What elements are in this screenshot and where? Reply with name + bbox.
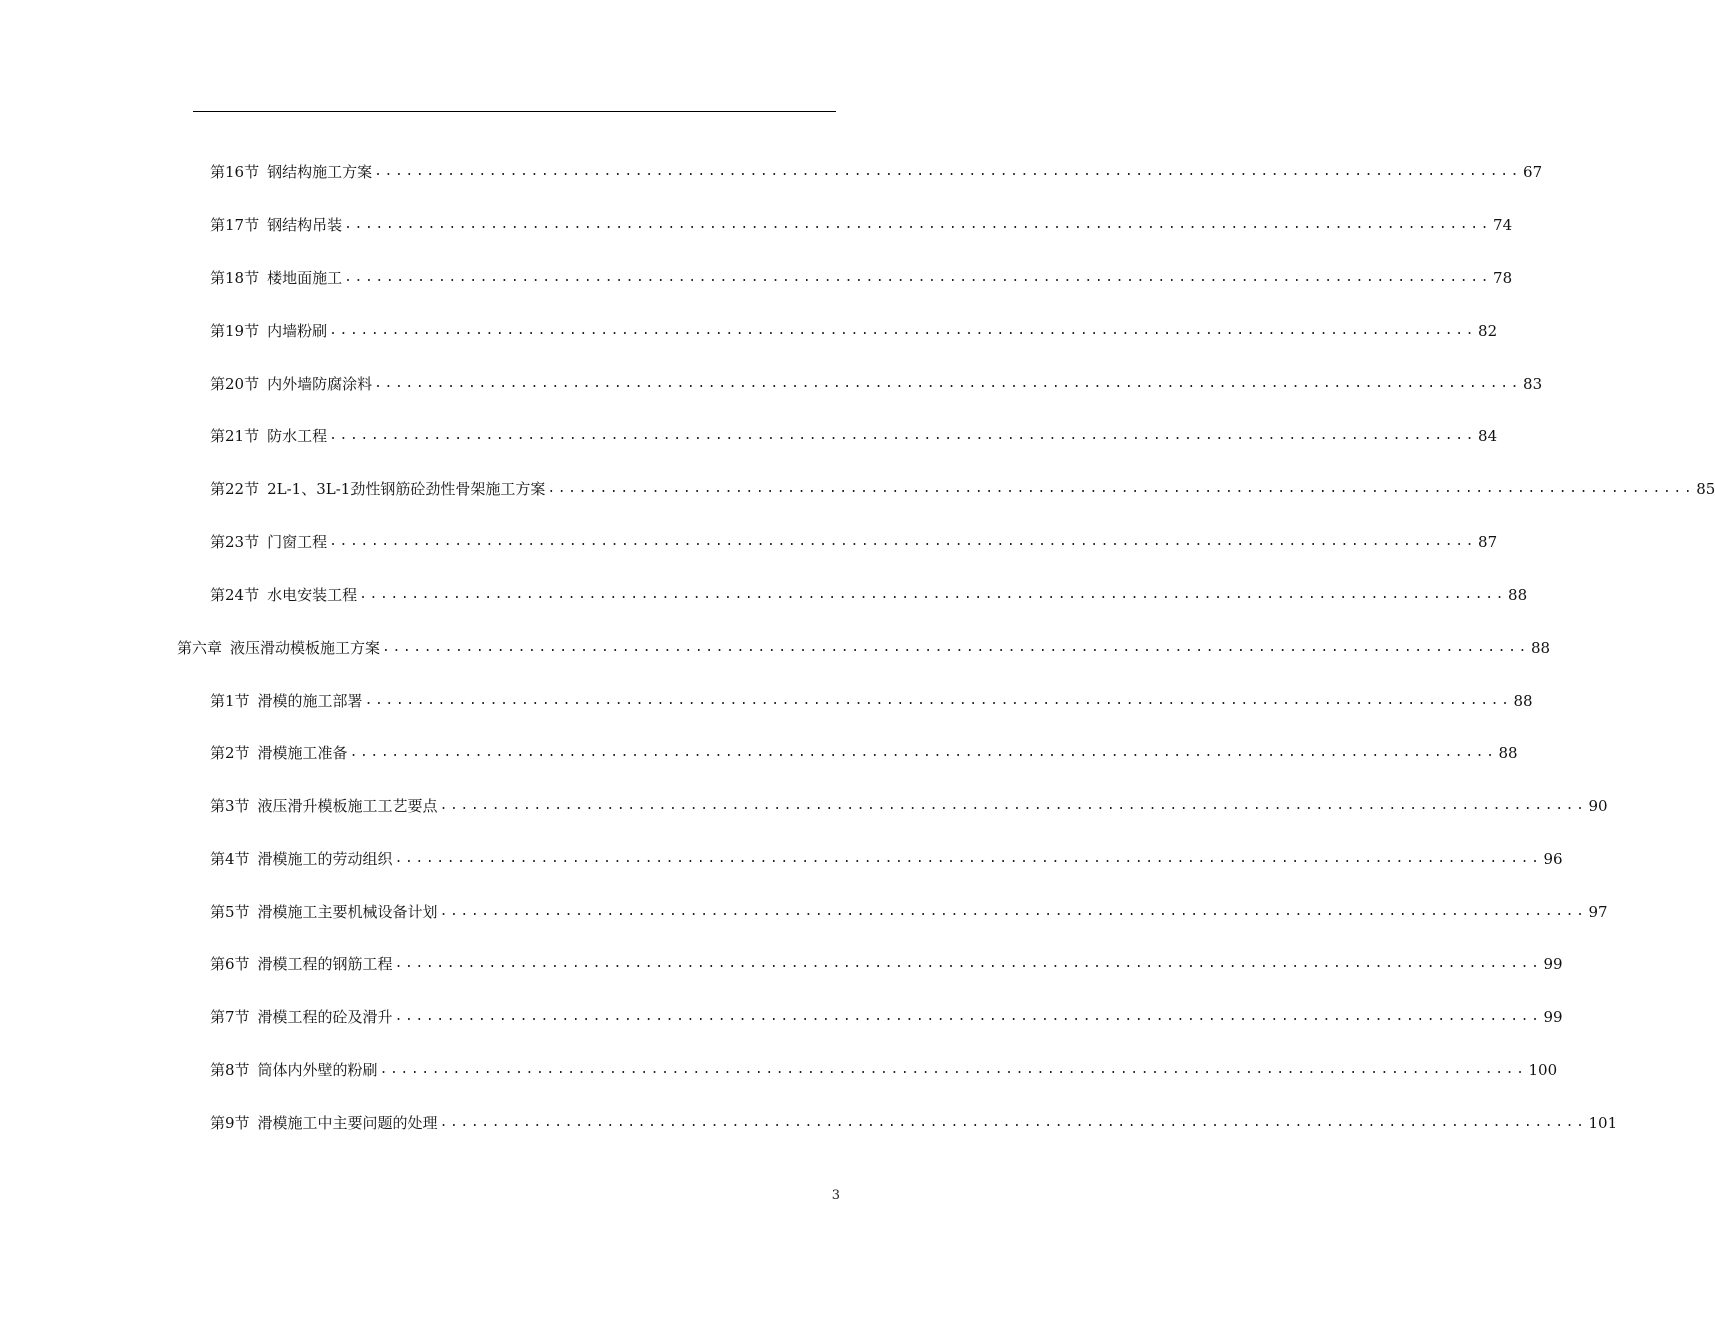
entry-number: 第1节: [210, 692, 250, 710]
entry-number: 第8节: [210, 1061, 250, 1079]
entry-number: 第21节: [210, 427, 260, 445]
entry-title: 防水工程: [267, 427, 328, 445]
leader-dots: ..............................................................................................................: [382, 640, 1529, 655]
toc-entry[interactable]: [210, 474, 1715, 498]
entry-number: 第3节: [210, 797, 250, 815]
entry-title: 钢结构施工方案: [267, 163, 373, 181]
entry-page: 88: [1530, 639, 1551, 657]
leader-dots: ..............................................................................................................: [439, 798, 1587, 813]
entry-page: 85: [1696, 480, 1715, 498]
entry-page: 100: [1528, 1061, 1558, 1079]
entry-title: 滑模施工准备: [257, 744, 348, 762]
entry-number: 第4节: [210, 850, 250, 868]
entry-title: 滑模工程的砼及滑升: [257, 1008, 393, 1026]
entry-title: 2L-1、3L-1劲性钢筋砼劲性骨架施工方案: [267, 480, 546, 498]
entry-page: 97: [1588, 903, 1608, 921]
toc-entry[interactable]: [210, 580, 1528, 604]
leader-dots: ..............................................................................................................: [374, 164, 1522, 179]
toc-entry[interactable]: [210, 1002, 1563, 1026]
entry-page: 82: [1478, 322, 1498, 340]
entry-title: 滑模施工主要机械设备计划: [257, 903, 438, 921]
toc-entry[interactable]: [210, 157, 1543, 181]
header-rule: [193, 111, 836, 112]
leader-dots: ..............................................................................................................: [547, 481, 1695, 496]
toc-entry[interactable]: [210, 1055, 1558, 1079]
leader-dots: ..............................................................................................................: [439, 1115, 1587, 1130]
leader-dots: ..............................................................................................................: [329, 428, 1477, 443]
entry-number: 第2节: [210, 744, 250, 762]
toc-entry[interactable]: [210, 316, 1498, 340]
page-number: 3: [831, 1188, 840, 1203]
entry-number: 第17节: [210, 216, 260, 234]
leader-dots: ..............................................................................................................: [359, 587, 1507, 602]
entry-number: 第7节: [210, 1008, 250, 1026]
entry-page: 88: [1498, 744, 1518, 762]
entry-title: 内外墙防腐涂料: [267, 375, 373, 393]
toc-entry[interactable]: [210, 421, 1498, 445]
entry-title: 滑模的施工部署: [257, 692, 363, 710]
entry-title: 楼地面施工: [267, 269, 343, 287]
leader-dots: ..............................................................................................................: [439, 904, 1587, 919]
entry-page: 83: [1523, 375, 1543, 393]
entry-page: 90: [1588, 797, 1608, 815]
entry-number: 第19节: [210, 322, 260, 340]
toc-entry[interactable]: [210, 949, 1563, 973]
toc-entry[interactable]: [210, 897, 1608, 921]
chapter-number: 第六章: [177, 639, 223, 657]
leader-dots: ..............................................................................................................: [349, 745, 1497, 760]
toc-entry[interactable]: [210, 1108, 1618, 1132]
chapter-title: 液压滑动模板施工方案: [230, 639, 381, 657]
leader-dots: ..............................................................................................................: [329, 323, 1477, 338]
entry-page: 99: [1543, 1008, 1563, 1026]
entry-number: 第22节: [210, 480, 260, 498]
toc-chapter-entry[interactable]: [177, 633, 1551, 657]
toc-entry[interactable]: [210, 527, 1498, 551]
entry-title: 滑模工程的钢筋工程: [257, 955, 393, 973]
entry-number: 第9节: [210, 1114, 250, 1132]
leader-dots: ..............................................................................................................: [394, 851, 1542, 866]
toc-entry[interactable]: [210, 686, 1533, 710]
leader-dots: ..............................................................................................................: [394, 956, 1542, 971]
entry-page: 87: [1478, 533, 1498, 551]
entry-page: 88: [1513, 692, 1533, 710]
toc-entry[interactable]: [210, 369, 1543, 393]
entry-number: 第18节: [210, 269, 260, 287]
leader-dots: ..............................................................................................................: [394, 1009, 1542, 1024]
leader-dots: ..............................................................................................................: [379, 1062, 1527, 1077]
entry-page: 67: [1523, 163, 1543, 181]
entry-page: 78: [1493, 269, 1513, 287]
leader-dots: ..............................................................................................................: [344, 270, 1492, 285]
entry-page: 99: [1543, 955, 1563, 973]
entry-title: 滑模施工中主要问题的处理: [257, 1114, 438, 1132]
toc-entry[interactable]: [210, 738, 1518, 762]
leader-dots: ..............................................................................................................: [329, 534, 1477, 549]
entry-number: 第24节: [210, 586, 260, 604]
toc-entry[interactable]: [210, 263, 1513, 287]
toc-entry[interactable]: [210, 791, 1608, 815]
toc-entry[interactable]: [210, 844, 1563, 868]
leader-dots: ..............................................................................................................: [374, 376, 1522, 391]
entry-page: 74: [1493, 216, 1513, 234]
entry-title: 钢结构吊装: [267, 216, 343, 234]
entry-number: 第20节: [210, 375, 260, 393]
entry-number: 第16节: [210, 163, 260, 181]
entry-number: 第6节: [210, 955, 250, 973]
entry-page: 88: [1508, 586, 1528, 604]
entry-page: 84: [1478, 427, 1498, 445]
entry-title: 门窗工程: [267, 533, 328, 551]
toc-entry[interactable]: [210, 210, 1513, 234]
entry-title: 内墙粉刷: [267, 322, 328, 340]
leader-dots: ..............................................................................................................: [344, 217, 1492, 232]
entry-page: 96: [1543, 850, 1563, 868]
entry-number: 第5节: [210, 903, 250, 921]
leader-dots: ..............................................................................................................: [364, 693, 1512, 708]
entry-title: 筒体内外壁的粉刷: [257, 1061, 378, 1079]
entry-title: 水电安装工程: [267, 586, 358, 604]
entry-title: 滑模施工的劳动组织: [257, 850, 393, 868]
entry-number: 第23节: [210, 533, 260, 551]
entry-title: 液压滑升模板施工工艺要点: [257, 797, 438, 815]
entry-page: 101: [1588, 1114, 1618, 1132]
